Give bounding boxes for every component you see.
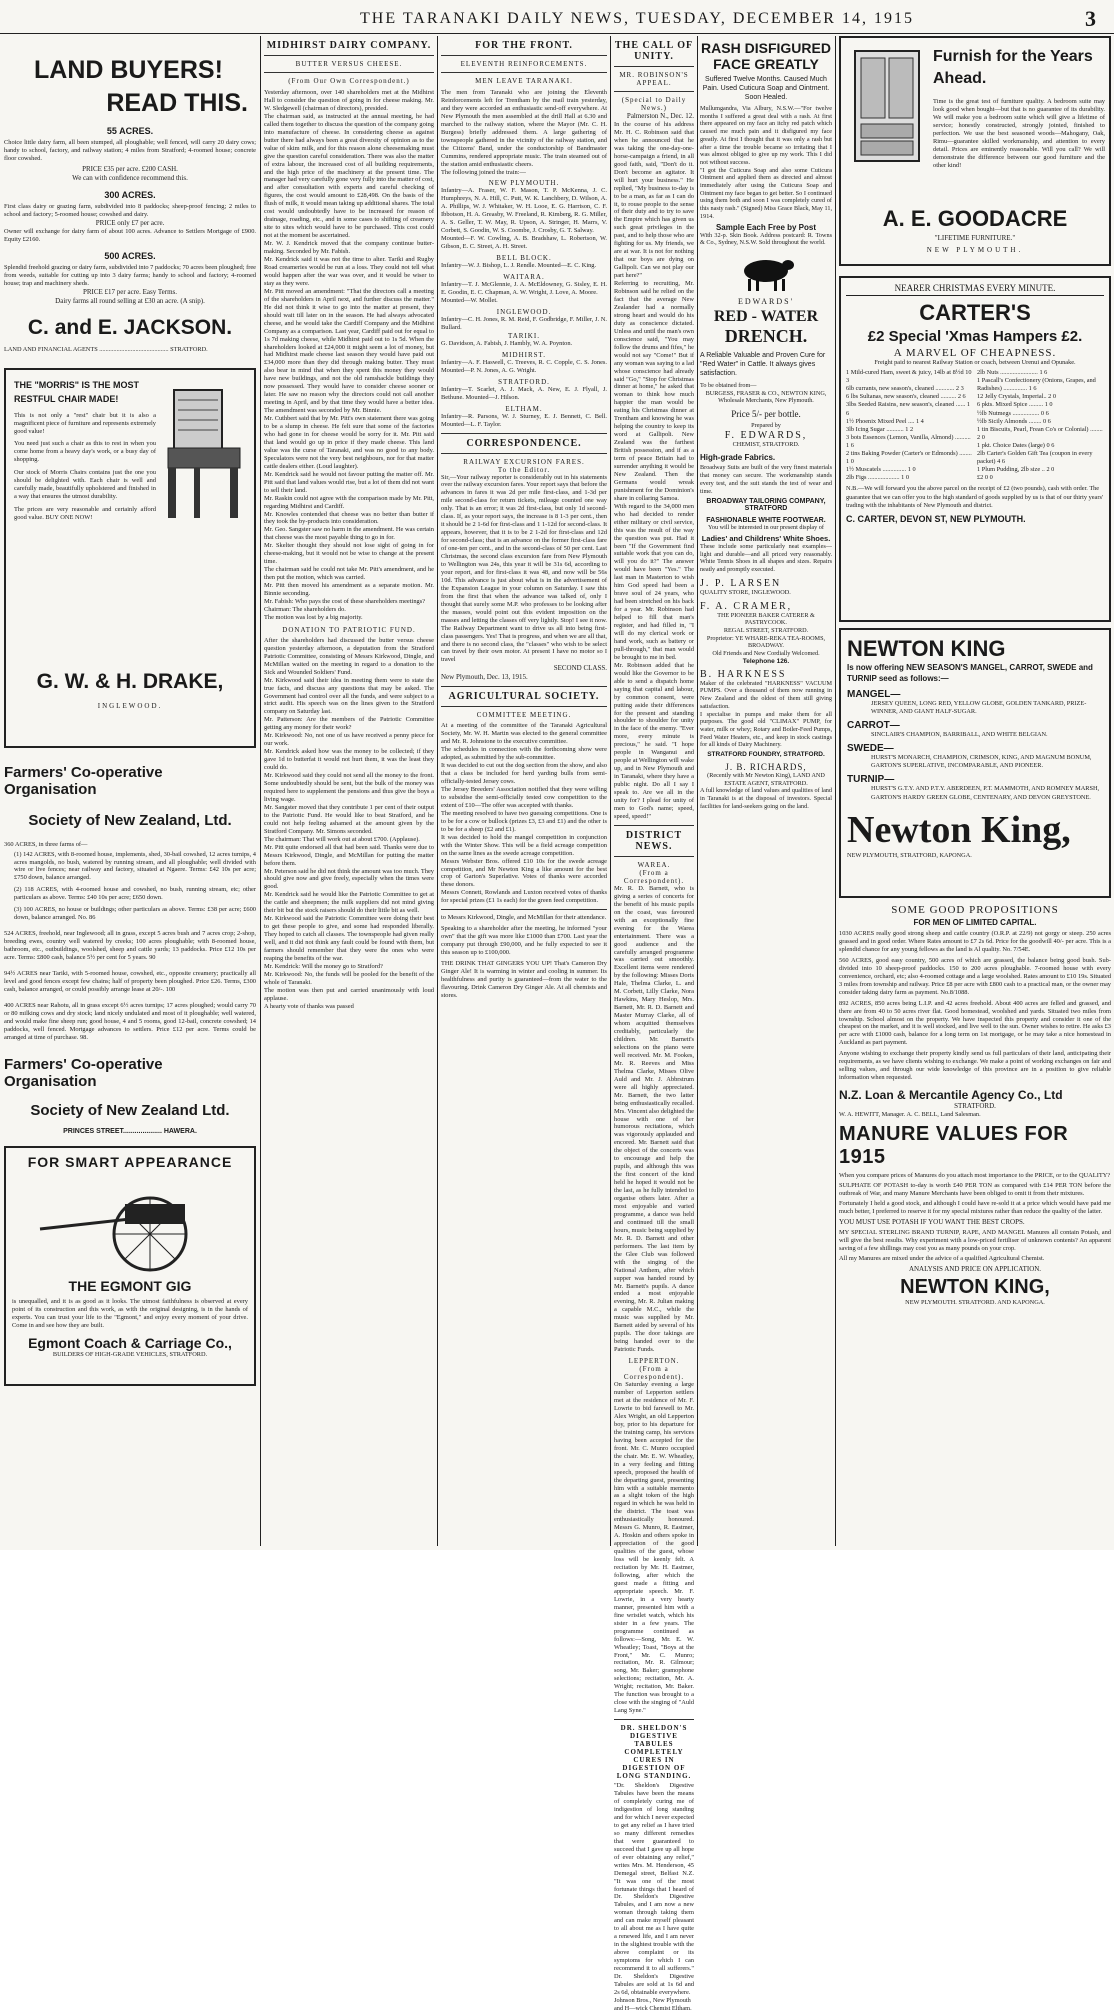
midhirst-p12: The chairman said he could not take Mr. Pitt's amendment, and he then put the motion, which was carried. bbox=[264, 566, 434, 582]
obtained-from: To be obtained from— bbox=[700, 381, 757, 389]
wardrobe-illustration bbox=[847, 46, 927, 166]
unity-p3: With regard to the 34,000 men who had decided to render either military or civil service, this was the result of the way the question was put. Had it been "If the Government find suitable work that you can do, will you do it?" The answer would have been "Yes." The last man in Masterton to wish him God speed had been a brave soul of 24 years, who had been stretched on his back for a year. Mr. Robinson had helped to fill that man's register, and had filled in, "I will do my clerical work or hand work, such as battery or pull-through," that man would be brought to me in bed. bbox=[614, 502, 694, 661]
hamper-total: £2 0 0 bbox=[977, 474, 993, 482]
unity-p2: Referring to recruiting, Mr. Robinson said he relied on the fact that the average New Zealander had a normally strong heart and would do his duty as conscience dictated. Unless and until the man's own conscience said, "You may follow the drums and fifes," he would not say "Come!" But if any woman was saying to a lad whose conscience had already said "Go," "Stop for Christmas dinner at home," he asked that woman to think how much happier the man would be eating his Christmas dinner at Trentham and knowing he was helping the country to keep its word at Gallipoli. New Zealand was the farthest British possession, and if as a term of peace Britain had to surrender anything it would be New Zealand. Then the Germans would wreak punishment for the Dominion's share in collaring Samoa. bbox=[614, 280, 694, 502]
nz-loan-staff: W. A. HEWITT, Manager. A. C. BELL, Land Salesman. bbox=[839, 1111, 981, 1119]
sample-sub: With 32-p. Skin Book. Address postcard: R. Towns & Co., Sydney, N.S.W. Sold throughout the world. bbox=[700, 231, 832, 247]
midhirst-p14: Mr. Fabish: Who pays the cost of these shareholders meetings? bbox=[264, 598, 426, 605]
harkness-name: B. HARKNESS bbox=[700, 668, 787, 680]
unity-heading: THE CALL OF UNITY. bbox=[614, 40, 694, 62]
donation-p19: Mr. Patterson: Are the members of the Patriotic Committee getting any money for their work? bbox=[264, 716, 434, 732]
red-water-heading: RED - WATER bbox=[713, 307, 819, 325]
ladies-shoes: Ladies' and Childrens' White Shoes. bbox=[701, 533, 831, 543]
agricultural-heading: AGRICULTURAL SOCIETY. bbox=[448, 691, 600, 703]
acres-500-run: Dairy farms all round selling at £30 an acre. (A snip). bbox=[55, 296, 205, 305]
drench-sub: A Reliable Valuable and Proven Cure for "Red Water" in Cattle. It always gives satisfaction. bbox=[700, 351, 826, 377]
farm-524: 524 ACRES, freehold, near Inglewood; all in grass, except 5 acres bush and 7 acres crop; 2-shop, breeding ewes, country well watered by creeks; 100 acres ploughable; with 8-roomed house, bathroom, etc., outbuildings, woolshed, sheep and cattle yards; 13 paddocks. Price £12 10s per acre. Terms: £800 cash, balance 5½ per cent for 5 years. 90 bbox=[4, 930, 256, 962]
district-news-heading: DISTRICT NEWS. bbox=[625, 829, 683, 852]
hamper-item: ½lb Nutmegs ................. 0 6 bbox=[977, 409, 1049, 417]
acres-500-heading: 500 ACRES. bbox=[104, 250, 156, 261]
hamper-item: 12 Jelly Crystals, Imperial.. 2 0 bbox=[977, 393, 1057, 401]
np-list: Infantry—A. Fraser, W. F. Mason, T. P. McKenna, J. C. Humphreys, N. A. Hill, C. Putt, W. K. Lanchbery, D. Wilson, A. A. Phillips, W. J. Whitaker, W. H. Looe, E. G. Harrison, C. F. Ibbotson, H. A. Greasby, W. Freeland, R. Kimberg, R. G. Miller, A. S. Geller, T. W. May, R. Upson, A. Stringer, H. Marrs, V. Corbett, S. Goodin, W. S. Coombe, J. Crosby, G. T. Salway. bbox=[441, 187, 607, 235]
masthead bbox=[0, 0, 1114, 34]
nz-loan-town: STRATFORD. bbox=[954, 1102, 996, 1111]
hamper-item: 3lbs Seeded Raisins, new season's, cleaned ...... 1 6 bbox=[846, 401, 971, 417]
midhirst-heading: MIDHIRST DAIRY COMPANY. bbox=[266, 40, 432, 51]
jackson-sub: LAND AND FINANCIAL AGENTS ............................................ STRATFORD. bbox=[4, 345, 208, 353]
hamper-item: 1 Plum Pudding, 2lb size .. 2 0 bbox=[977, 466, 1055, 474]
donation-p20: Mr. Kirkwood: No, not one of us have received a penny piece for our work. bbox=[264, 732, 434, 748]
column-rule bbox=[610, 36, 611, 1546]
chemist-stratford: CHEMIST, STRATFORD. bbox=[732, 440, 800, 448]
front-p1: The men from Taranaki who are joining the Eleventh Reinforcements left for Trentham by the mail train yesterday, and they were accorded an enthusiastic send-off everywhere. At New Plymouth the men assembled at the drill Hall at 6.30 and marched to the railway station, where the Mayor (Mr. C. H. Burgess) briefly addressed them. A large gathering of townspeople gathered in the vicinity of the railway station, and the Citizens' Band, under the conductorship of Bandmaster Cummins, rendered appropriate music. The train steamed out of the station amid enthusiastic cheers. bbox=[441, 89, 607, 168]
midhirst-p10: Mr. Geo. Sangster saw no harm in the amendment. He was certain that cheese was the most payable thing to go in for. bbox=[264, 526, 434, 542]
prop-560: 560 ACRES, good easy country, 500 acres of which are grassed, the balance being good bush. Sub-divided into 10 sheep-proof paddocks. 150 to 200 acres ploughable. 7-roomed house with every convenience, orchard, etc; also 4-roomed cottage and a large woolshed. Rates amount to £10 19s. Situated 3 miles from township and railway. Price £8 per acre with £800 cash to a practical man, or the owner may consider taking dairy farm as payment. No.8/1088. bbox=[839, 956, 1111, 996]
marvel-heading: A MARVEL OF CHEAPNESS. bbox=[893, 347, 1057, 359]
society-heading-1: Society of New Zealand, Ltd. bbox=[28, 811, 232, 829]
midhirst-list-heading: MIDHIRST. bbox=[501, 350, 547, 359]
column-rule bbox=[260, 36, 261, 1546]
mangel-heading: MANGEL— bbox=[847, 689, 901, 700]
drake-name: G. W. & H. DRAKE, bbox=[36, 669, 224, 693]
rash-heading-1: RASH DISFIGURED bbox=[701, 40, 831, 56]
np-heading: NEW PLYMOUTH. bbox=[488, 179, 560, 188]
manure-p5: All my Manures are mixed under the advice of a qualified Agricultural Chemist. bbox=[839, 1254, 1045, 1262]
rash-heading-2: FACE GREATLY bbox=[713, 56, 819, 72]
acres-300-owner: Owner will exchange for dairy farm of about 100 acres. Advance to Settlers Mortgage of £900. Equity £2160. bbox=[4, 227, 256, 243]
morris-title: THE "MORRIS" IS THE MOST RESTFUL CHAIR MADE! bbox=[14, 379, 140, 404]
goodacre-sub: "LIFETIME FURNITURE." bbox=[934, 234, 1016, 242]
egmont-gig-ad bbox=[4, 1146, 256, 1386]
land-buyers-heading: LAND BUYERS! bbox=[34, 56, 223, 84]
column-land-ads bbox=[4, 36, 256, 1546]
newton-king-heading: NEWTON KING bbox=[847, 636, 1006, 661]
ag-p8: Messrs Connett, Rowlands and Luxton received votes of thanks for special prizes (£1 1s each) for the green feed competition. bbox=[441, 889, 607, 905]
farm-400: 400 ACRES near Rahotu, all in grass except 6½ acres turnips; 17 acres ploughed; would carry 70 or 80 milking cows and dry stock; land nicely undulated and most of it ploughable; well watered, and would make fine sheep run; good house, 4 and 5 rooms, good 12-bail, concrete cowshed; 14 paddocks, well fenced. Mortgage advances to settlers. Price £12 per acre. Terms could be arranged at time of purchase. 98. bbox=[4, 1001, 256, 1041]
newton-king-offer: Is now offering NEW SEASON'S MANGEL, CARROT, SWEDE and TURNIP seed as follows:— bbox=[847, 663, 1093, 683]
ginger-ad: THE DRINK THAT GINGERS YOU UP! That's Cameron Dry Ginger Ale! It is warming in winter and cooling in summer. Its healthfulness and purity is guaranteed—from the water to the flavouring. Drink Cameron Dry Ginger Ale. At all chemists and stores. bbox=[441, 960, 607, 999]
harkness-text: Maker of the celebrated "HARKNESS" VACUUM PUMPS. Over a thousand of them now running in New Zealand and the oldest of them still giving satisfaction. bbox=[700, 679, 832, 710]
rash-text-2: "I got the Cuticura Soap and also some Cuticura Ointment and applied them as directed and almost immediately after using the Cuticura Soap and Ointment my face began to get better. So I continued using them both and soon I was completely cured of this nasty rash." (Signed) Miss Grace Black, May 11, 1914. bbox=[700, 166, 832, 220]
ag-p7: Messrs Webster Bros. offered £10 10s for the swede acreage competition, and Mr Newton King a like amount for the best crop of Garton's Superlative. Votes of thanks were accorded these donors. bbox=[441, 857, 607, 889]
acres-55-price: PRICE £35 per acre. £200 CASH. bbox=[82, 164, 178, 173]
cramer-name: F. A. CRAMER, bbox=[700, 600, 793, 612]
hamper-item: 2 tins Baking Powder (Carter's or Edmonds) ........ 1 0 bbox=[846, 450, 972, 466]
telephone: Telephone 126. bbox=[742, 657, 790, 665]
hamper-item: 1 tin Biscuits, Pearl, Frean Co's or Colonial) ........ 2 0 bbox=[977, 425, 1103, 441]
midhirst-p1: Yesterday afternoon, over 140 shareholders met at the Midhirst Hall to consider the question of going in for cheese making. Mr. W. Sledgewell (chairman of directors), presided. bbox=[264, 89, 434, 112]
hamper-item: 3 bots Essences (Lemon, Vanilla, Almond) .......... 1 6 bbox=[846, 433, 971, 449]
column-midhirst bbox=[264, 36, 434, 1546]
midhirst-correspondent: (From Our Own Correspondent.) bbox=[288, 77, 410, 85]
column-for-the-front bbox=[441, 36, 607, 1546]
princes-street: PRINCES STREET.................... HAWERA. bbox=[63, 1127, 197, 1135]
donation-p32: A hearty vote of thanks was passed bbox=[264, 1002, 354, 1010]
carrot-heading: CARROT— bbox=[847, 720, 900, 732]
letter-signature: SECOND CLASS. bbox=[553, 664, 607, 673]
unity-p4: Mr. Robinson added that he would like the Governor to be able to send a dispatch home saying that capital and labour, by common consent, were putting aside their differences for the present and standing shoulder to shoulder for unity in the face of the enemy. "Ever more, every minute is precious," he said. "I hope people in Wanganui and people at Wellington will wake up, and in New Plymouth and in Taranaki, where they have a public night. Do all I say I speak to. Are we all in the unity for? I plead for unity of men to God's name; speed, speed, speed!" bbox=[614, 661, 694, 820]
harkness-text-2: I specialise in pumps and make them for all purposes. The good old "CLIMAX" PUMP, for water, milk or whey; Rotary and Boiler-Feed Pumps, Feed Water Heaters, etc., and keep in stock castings for all kinds of Dairy Machinery. bbox=[700, 710, 832, 749]
hamper-item: 1½ Phoenix Mixed Peel .... 1 4 bbox=[846, 417, 924, 425]
propositions-sub: FOR MEN OF LIMITED CAPITAL. bbox=[913, 918, 1037, 927]
goodacre-name: A. E. GOODACRE bbox=[882, 206, 1068, 231]
ag-p3: It was decided to cut out the dog section from the show, and also that a class be included for herd yarding bulls from semi-officially-tested Jersey cows. bbox=[441, 762, 607, 786]
drake-town: INGLEWOOD. bbox=[97, 701, 163, 710]
railway-heading: RAILWAY EXCURSION FARES. bbox=[463, 457, 585, 466]
acres-55-text: Choice little dairy farm, all been stumped, all ploughable; well fenced, will carry 20 dairy cows; handy to school, factory, and railway station; 4 miles from Stratford; 4-roomed house; concrete floor cowshed. bbox=[4, 139, 256, 162]
midhirst-subheading: BUTTER VERSUS CHEESE. bbox=[295, 60, 403, 68]
f-edwards-name: F. EDWARDS, bbox=[724, 429, 808, 441]
goodacre-ad bbox=[839, 36, 1111, 266]
broadway-tailoring: BROADWAY TAILORING COMPANY, STRATFORD bbox=[706, 498, 826, 513]
hamper-item: 3lb Icing Sugar ........... 1 2 bbox=[846, 425, 914, 433]
eleventh-heading: ELEVENTH REINFORCEMENTS. bbox=[460, 60, 588, 68]
acres-300-heading: 300 ACRES. bbox=[104, 189, 156, 200]
donation-p31: The motion was then put and carried unanimously with loud applause. bbox=[264, 986, 434, 1002]
midhirst-p6: Mr. Cuthbert said that by Mr. Pitt's own statement there was going to be a slump in cheese. He felt sure that some of the factories who had gone in for cheese would be sorry for it. Mr. Pitt said that land would go up in price if they made cheese. This land value was the curse of Taranaki, and was no good to any body. Speculators were not the very best neighbours, nor for that matter cattle dealers either. (Loud laughter). bbox=[264, 415, 434, 470]
furnish-text: Time is the great test of furniture quality. A bedroom suite may look good when bought—but that is no guarantee of its durability. We will make you a bedroom suite which will give a lifetime of service; honestly constructed, strongly jointed, finished to perfection. We use the best seasoned woods—Mahogany, Oak, Rimu—guarantee skilled workmanship, and attention to every detail. Prices are eminently reasonable. Will you call? We will demonstrate the difference between our good furniture and the other kind! bbox=[933, 98, 1105, 169]
prop-1030: 1030 ACRES really good strong sheep and cattle country (O.R.P. at 22/9) not gorgy or steep. 250 acres grassed and in good order. Where Rates amount to £7 2s 6d. Price for the goodwill 40/- per acre. This is a splendid chance for any young fellows as the land is Al quality. No. 7/54E. bbox=[839, 930, 1111, 953]
hamper-item: 6lb currants, new season's, cleaned ............ 2 3 bbox=[846, 385, 964, 393]
gig-illustration bbox=[30, 1174, 230, 1274]
stratford-list: Infantry—T. Scarlet, A. J. Mack, A. New, E. J. Flyall, J. Bethune. Mounted—J. Hilson. bbox=[441, 385, 607, 401]
manure-p1: When you compare prices of Manures do you attach most importance to the PRICE, or to the QUALITY? bbox=[839, 1172, 1111, 1180]
goodacre-town: NEW PLYMOUTH. bbox=[926, 246, 1024, 254]
larsen-sub: QUALITY STORE, INGLEWOOD. bbox=[700, 588, 791, 596]
society-heading-2: Society of New Zealand Ltd. bbox=[30, 1101, 230, 1119]
robinson-heading: MR. ROBINSON'S APPEAL. bbox=[619, 71, 689, 87]
johnson-bros: Johnson Bros., New Plymouth and H—wick Chemist Eltham. bbox=[614, 1996, 692, 2012]
letter-date: New Plymouth, Dec. 13, 1915. bbox=[441, 673, 528, 682]
egmont-gig-text: is unequalled, and it is as good as it looks. The utmost faithfulness is observed at every point of its construction and this work, as with the original designing, is in the hands of experts. You can trust your life to the "Egmont," and enjoy every moment of your drive. Come in and see how they are built. bbox=[12, 1297, 248, 1329]
midhirst-p3: Mr. W. J. Kendrick moved that the company continue butter-making. Seconded by Mr. Fabish. bbox=[264, 240, 434, 256]
farmers-coop-heading-2: Farmers' Co-operative Organisation bbox=[4, 1055, 163, 1090]
carters-heading: CARTER'S bbox=[919, 300, 1031, 325]
richards-name: J. B. RICHARDS, bbox=[725, 762, 807, 773]
smart-appearance-heading: FOR SMART APPEARANCE bbox=[27, 1153, 233, 1170]
turnip-heading: TURNIP— bbox=[847, 774, 895, 786]
mangel-list: JERSEY QUEEN, LONG RED, YELLOW GLOBE, GOLDEN TANKARD, PRIZE-WINNER, AND GIANT HALF-SUGAR. bbox=[871, 700, 1087, 716]
column-right-ads bbox=[839, 36, 1111, 1546]
ag-p1: At a meeting of the committee of the Taranaki Agricultural Society, Mr. W. H. Martin was elected to the general committee and Mr. R. Johnstone to the executive committee. bbox=[441, 722, 607, 746]
hamper-item: 2lb Nuts ........................ 1 6 bbox=[977, 369, 1048, 377]
inglewood-list: Infantry—C. H. Jones, R. M. Reid, F. Godbridge, F. Miller, J. N. Bullard. bbox=[441, 315, 607, 331]
hamper-item: 1 pkt. Choice Dates (large) 0 6 bbox=[977, 441, 1055, 449]
donation-p26: Mr. Peterson said he did not think the amount was too much. They should give now and give freely, especially when the times were good. bbox=[264, 867, 434, 891]
hamper-list-right bbox=[977, 369, 1104, 482]
ag-p6: It was decided to hold the mangel competition in conjunction with the Winter Show. This will be a field acreage competition on the same lines as the swede acreage competition. bbox=[441, 833, 607, 857]
warea-corr: (From a Correspondent). bbox=[623, 868, 685, 885]
donation-p17: After the shareholders had discussed the butter versus cheese question yesterday afternoon, a deputation from the Stratford Patriotic Committee, consisting of Messrs Kirkwood, Dingle, and McMillan waited on the meeting in regard to a donation to the Sick and Wounded Soldiers' Fund. bbox=[264, 636, 434, 676]
lepperton-corr: (From a Correspondent). bbox=[623, 1365, 685, 1382]
egmont-gig-heading: THE EGMONT GIG bbox=[68, 1277, 192, 1294]
warea-text: Mr. R. D. Barnett, who is giving a series of concerts for the benefit of his music pupils on the coast, was favoured with an exceptionally fine evening for the Warea entertainment. There was a good audience and the carefully arranged programme was carried out smoothly. Excellent items were rendered by the following: Misses Doris Hale, Thelma Clarke, L. and M. Corbett, Lilly Clarke, Nora Hawkins, Mary Heslop, Mrs. Barnett, Mr. R. D. Barnett and Master Murray Clarke, all of whom acquitted themselves creditably, particularly the children. Mr. Barnett's selections on the piano were well received. Mr. M. Fookes, Mr. R. Reeves and Miss Thelma Clarke, Misses Olive Auld and Mr. J. Abbrstrum were all highly appreciated. Mr. Barnett, the two latter being enthusiastically recalled. Mrs. Vincent also delighted the house with one of her humorous recitations, which was vigorously applauded and encored. Mr. Barnett said that the object of the concerts was to encourage and help the pupils, and although this was the first concert of the kind held he hoped it would not be the last, as he fully intended to organise others later. After a most enjoyable and varied programme, a dance was held and continued till the small hours, music being supplied by Mr. R. D. Barnett and other performers. The last item by the Glee Club was followed with the singing of the National Anthem, after which supper was handed round by Mr. Barnett's pupils. A dance ended a most enjoyable evening, Mr. R. Julian making a capable M.C., while the music was supplied by Mr. Barnett aided by several of his pupils. The door takings are being handed over to the Patriotic Funds. bbox=[614, 884, 694, 1354]
old-friends: Old Friends and New Cordially Welcomed. bbox=[712, 650, 820, 658]
farm-360-2: (2) 118 ACRES, with 4-roomed house and cowshed, no bush, running stream, etc; other particulars as above. Terms: £40 10s per acre; £650 down. bbox=[14, 886, 256, 902]
midhirst-p7: Mr. Kendrick said he would not favour putting the matter off. Mr. Pitt said that land values would rise, but a lot of them did not want to sell their land. bbox=[264, 470, 434, 494]
waitara-mounted: Mounted—W. Mollet. bbox=[441, 296, 498, 304]
warea-heading: WAREA. bbox=[637, 860, 671, 869]
hamper-item: 2lb Carter's Golden Gift Tea (coupon in every packet) 4 6 bbox=[977, 450, 1093, 466]
manure-p2: SULPHATE OF POTASH to-day is worth £40 PER TON as compared with £14 PER TON before the outbreak of War, and many Manure Merchants have been obliged to omit it from their mixtures. bbox=[839, 1182, 1111, 1198]
farm-360-1: (1) 142 ACRES, with 8-roomed house, implements, shed, 30-bail cowshed, 12 acres turnips, 4 acres mangolds, no bush, watered by running stream, and all ploughable; well divided with wire or live fences; near railway and factory, situated at Ngaere. Terms: £42 10s per acre; £750 down, balance arranged. bbox=[14, 850, 256, 882]
manure-p3: Fortunately I held a good stock, and although I could have re-sold it at a price which would have paid me much better, I preferred to reserve it for my special mixtures rather than reduce the quality of the latter. bbox=[839, 1200, 1111, 1216]
men-leave-heading: MEN LEAVE TARANAKI. bbox=[475, 77, 573, 85]
column-narrow bbox=[700, 36, 832, 1546]
donation-p25: Mr. Pitt quite endorsed all that had been said. Thanks were due to Messrs Kirkwood, Dingle, and McMillan for putting the matter before them. bbox=[264, 843, 434, 867]
read-this-heading: READ THIS. bbox=[106, 89, 248, 117]
hamper-item: 1½ Muscatels ............... 1 0 bbox=[846, 466, 916, 474]
farm-94: 94½ ACRES near Tariki, with 5-roomed house, cowshed, etc., opposite creamery; practically all level and good fences except few chains; half of property been ploughed. Price £26. Terms, £300 cash, balance arranged, or could possibly arrange lease at 20/-. 100 bbox=[4, 970, 256, 993]
acres-300-text: First class dairy or grazing farm, subdivided into 8 paddocks; sheep-proof fencing; 2 miles to school and factory; 5-roomed house; cowshed and dairy. bbox=[4, 202, 256, 218]
hamper-item: 2lb Figs .................... 1 0 bbox=[846, 474, 909, 482]
column-call-of-unity bbox=[614, 36, 694, 2012]
newton-king-big: Newton King, bbox=[847, 808, 1071, 851]
richards-sub: (Recently with Mr Newton King), LAND AND ESTATE AGENT, STRATFORD. bbox=[707, 772, 825, 787]
swede-heading: SWEDE— bbox=[847, 743, 894, 755]
edwards-brand: EDWARDS' bbox=[737, 296, 795, 306]
morris-p4: The prices are very reasonable and certainly afford good value. BUY ONE NOW! bbox=[14, 506, 156, 522]
hamper-list bbox=[846, 369, 1104, 482]
nearer-christmas: NEARER CHRISTMAS EVERY MINUTE. bbox=[846, 283, 1104, 296]
prop-892: 892 ACRES, 850 acres being L.I.P. and 42 acres freehold. About 400 acres are felled and grassed, and there are from 40 to 50 acres river flat. Good homestead, woolshed and yards. Situated two miles from township. School almost on the property. We have inspected this property and consider it one of the cheapest on the market, and it is well stocked, and live well to the sun. Owner wishes to retire. He asks £3 per acre with £1000 cash, balance for a long term on 1st mortgage, or he may take a nice homestead in Auckland as part payment. bbox=[839, 999, 1111, 1047]
np-mounted: Mounted—F. W. Cowling, A. B. Bradshaw, L. Robertson, W. Gibson, E. C. Street, A. H. Street. bbox=[441, 235, 607, 251]
fashion-heading: FASHIONABLE WHITE FOOTWEAR. bbox=[706, 517, 826, 525]
midhirst-p5: Mr. Pitt moved an amendment: "That the directors call a meeting of the shareholders in April next, and further discuss the matter." He did not think it wise to go into the matter at present, they should wait till later on in the season. He had always advocated cheese, and he would take the Cardiff Company and the Midhirst Company as a comparison. Last year, Cardiff paid out for equal to 1s 7d making cheese, while Midhirst paid out to 1s 5d. When the shareholders looked at £24,000 it might seem a lot of money, but had Midhirst made cheese last season they would have paid out £34,000 more than they did through making butter. They must also bear in mind that when they spent this money they would have new buildings, and not the old ramshackle buildings they now possessed. They would have to consider cheese sooner or later. He saw no reason why the directors could not call another meeting in April, and by that time they would have a better idea. The amendment was seconded by Mr. Binnie. bbox=[264, 287, 434, 415]
propositions-heading: SOME GOOD PROPOSITIONS bbox=[891, 904, 1059, 916]
donation-heading: DONATION TO PATRIOTIC FUND. bbox=[282, 625, 416, 634]
hamper-item: 1 Mild-cured Ham, sweet & juicy, 14lb at 8½d 10 3 bbox=[846, 369, 972, 385]
proprietor: Proprietor: YE WHARE-REKA TEA-ROOMS, BROADWAY. bbox=[706, 634, 826, 650]
manure-heading: MANURE VALUES FOR 1915 bbox=[839, 1123, 1069, 1169]
donation-p21: Mr. Kendrick asked how was the money to be collected; if they gave 1d to butterfat it would not hurt them, it was the least they could do. bbox=[264, 748, 434, 772]
dateline: Palmerston N., Dec. 12. bbox=[626, 112, 694, 120]
column-rule bbox=[437, 36, 438, 1546]
rash-subheading: Suffered Twelve Months. Caused Much Pain. Used Cuticura Soap and Ointment. Soon Healed. bbox=[702, 76, 830, 101]
column-rule bbox=[697, 36, 698, 1546]
acres-55-recommend: We can with confidence recommend this. bbox=[72, 173, 188, 182]
analysis-note: ANALYSIS AND PRICE ON APPLICATION. bbox=[908, 1264, 1042, 1273]
regal-street: REGAL STREET, STRATFORD. bbox=[723, 626, 809, 634]
carrot-list: SINCLAIR'S CHAMPION, BARRIBALL, AND WHITE BELGIAN. bbox=[871, 731, 1048, 739]
acres-500-price: PRICE £17 per acre. Easy Terms. bbox=[82, 287, 178, 296]
furnish-heading: Furnish for the Years Ahead. bbox=[933, 48, 1093, 87]
donation-p28: Mr. Kirkwood said the Patriotic Committee were doing their best to get these people to give, and some had responded liberally. They hoped to catch all classes. The townspeople had given really well, and it did not think any fault could be found with them, but farmers should remember that they were the ones who were reaping the benefits of the war. bbox=[264, 915, 434, 962]
farm-360: 360 ACRES, in three farms of— bbox=[4, 840, 88, 848]
inglewood-heading: INGLEWOOD. bbox=[496, 307, 552, 316]
sheldon-heading: DR. SHELDON'S DIGESTIVE TABULES COMPLETELY CURES IN DIGESTION OF LONG STANDING. bbox=[616, 1724, 692, 1781]
farmers-coop-heading-1: Farmers' Co-operative Organisation bbox=[4, 763, 163, 798]
sample-heading: Sample Each Free by Post bbox=[715, 222, 817, 232]
burgess-fraser: BURGESS, FRASER & CO., NEWTON KING, Wholesale Merchants, New Plymouth. bbox=[705, 389, 827, 405]
midhirst-p13: Mr. Pitt then moved his amendment as a separate motion. Mr. Binnie seconding. bbox=[264, 582, 434, 598]
donation-p23: Mr. Sangster moved that they contribute 1 per cent of their output to the Patriotic Fund. He would like to beat Stratford, and he could not help feeling ashamed at the amount given by the Stratford Company. Mr. Simons seconded. bbox=[264, 803, 434, 835]
donation-p29: Mr. Kendrick: Will the money go to Stratford? bbox=[264, 962, 383, 970]
midhirst-p8: Mr. Raskin could not agree with the comparison made by Mr. Pitt, regarding Midhirst and Cardiff. bbox=[264, 494, 434, 510]
ag-p2: The schedules in connection with the forthcoming show were adopted, as submitted by the sub-committee. bbox=[441, 746, 607, 762]
drench-heading: DRENCH. bbox=[724, 325, 808, 346]
masthead-rule bbox=[0, 33, 1114, 34]
midhirst-p15: Chairman: The shareholders do. bbox=[264, 605, 346, 613]
bell-heading: BELL BLOCK. bbox=[496, 254, 552, 263]
railway-letter: Sir,—Your railway reporter is considerably out in his statements over the railway excursion fares. Your report says that before the advances in fares it was 2d per mile first-class, and 1-3d per mile second-class for return tickets, mileage counted one way only. That is an error; it was 2d first-class, but only 1d second-class. If, as your report says, the increase is 8 1-3 per cent., then it should be 2 1-6d for first-class and 1 1-12d for second-class. It appears, however, that it is to be 2 1-2d for first-class and 12d for second-class; that is an advance on the former first-class fare of one-ten per cent., and in the second-class of 50 per cent. Last Christmas, the second class excursion fare from New Plymouth to Wellington was 24s, this year it will be 31s 6d, according to your report, and for first-class it was 48, and now will be 56s 10d. This advance is just about what is in the advertisement of the Expansion League in your column on Saturday. I saw this from the first that when the advance was talked of, only I thought that surely some M.P. who professes to be looking after the masses, would point out this evident imposition on the masses and letting the classes off very lightly. Stop! I see it now. The Railway Department want to drive us all into being first-class passengers. Yes! That is progress, and when we are all that, and there is no second class, the "classes" who wish to be select can travel by their own motor. At present I have no motor so I travel bbox=[441, 473, 607, 664]
ladies-text: These include some particularly neat examples—light and durable—and all priced very reasonably. White Tennis Shoes in all shapes and sizes. Repairs neatly and promptly executed. bbox=[700, 542, 832, 574]
front-heading: FOR THE FRONT. bbox=[475, 40, 573, 51]
freight-note: Freight paid to nearest Railway Station or coach, between Urenui and Opunake. bbox=[874, 359, 1076, 366]
lepperton-text: On Saturday evening a large number of Lepperton settlers met at the residence of Mr. F. Lowrie to bid farewell to Mr. Alex Wright, an old Lepperton boy, prior to his departure for the training camp, his services having been accepted for the front. Mr. C. Munro occupied the chair. Mr. E. W. Wheatley, in a very feeling and fitting speech, proposed the health of the departing guest, presenting him with a suitable memento as a slight token of the high regard in which he was held in the district. The toast was enthusiastically honoured. Messrs G. Munro, R. Eastmer, A. Hoskin and others spoke in appreciation of the good qualities of the guest, whose loss will be keenly felt. A recitation by Mr. H. Eastmer, following, after which the guest made a fitting and appropriate speech. Mr. F. Lowrie, in a very hearty manner, presented him with a fine wristlet watch, which his sister in a few years. The programme continued as follows:—Song, Mr. E. W. Wheatley; Toast, "Boys at the Front," Mr. C. Munro; recitation, Mr. R. Gilmour; song, Mr. Baker; gramophone selections; recitation, Mr. A. Wright; recitation, Mr. Baker. The function was brought to a close with the singing of "Auld Lang Syne." bbox=[614, 1381, 694, 1715]
cow-illustration bbox=[736, 253, 796, 293]
cramer-sub: THE PIONEER BAKER CATERER & PASTRYCOOK. bbox=[717, 611, 815, 627]
correspondence-heading: CORRESPONDENCE. bbox=[466, 437, 582, 449]
morris-p3: Our stock of Morris Chairs contains just the one you should be delighted with. Each chair is well and carefully made, beautifully upholstered and finished in a way that ensures the utmost durability. bbox=[14, 469, 156, 501]
waitara-heading: WAITARA. bbox=[503, 273, 545, 282]
fabrics-text: Broadway Suits are built of the very finest materials that money can secure. The workmanship stands every test, and the suit stands the test of wear and time. bbox=[700, 464, 832, 495]
page-number: 3 bbox=[1085, 6, 1096, 31]
coach-company-name: Egmont Coach & Carriage Co., bbox=[28, 1335, 232, 1352]
hamper-item: 1 Pascall's Confectionery (Onions, Grapes, and Radishes) ............... 1 6 bbox=[977, 377, 1096, 393]
newton-king-final-towns: NEW PLYMOUTH. STRATFORD. AND KAPONGA. bbox=[905, 1298, 1045, 1306]
front-p2: The following joined the train:— bbox=[441, 168, 526, 176]
coach-company-sub: BUILDERS OF HIGH-GRADE VEHICLES, STRATFORD. bbox=[52, 1351, 208, 1359]
special-note: (Special to Daily News.) bbox=[621, 96, 687, 112]
must-use-potash: YOU MUST USE POTASH IF YOU WANT THE BEST CROPS. bbox=[839, 1218, 1025, 1227]
shareholder-p: Speaking to a shareholder after the meeting, he informed "your own" that the gift was more like £1000 than £700. Last year the company put through £90,000, and he fully expected to see it this season up to £100,000. bbox=[441, 925, 607, 957]
midhirst-list: Infantry—A. F. Haswell, C. Treeves, R. C. Copple, C. S. Jones. Mounted—P. N. Jones, A. G. Wright. bbox=[441, 358, 607, 374]
midhirst-p9: Mr. Knowles contended that cheese was no better than butter if they took the by-products into consideration. bbox=[264, 510, 434, 526]
drench-price: Price 5/- per bottle. bbox=[731, 409, 801, 420]
stratford-foundry: STRATFORD FOUNDRY, STRATFORD. bbox=[707, 751, 825, 759]
rash-text: Mullumgandra, Via Albury, N.S.W.—"For twelve months I suffered a great deal with a rash. At first there appeared on my face an itchy red patch which caused me much pain and it disfigured my face greatly. At first I thought that it was only a rash but after a time the trouble became so irritating that I was almost obliged to give up my work. This I did not without success. bbox=[700, 105, 832, 166]
newton-king-seed-ad bbox=[839, 628, 1111, 898]
morris-p2: You need just such a chair as this to rest in when you come home from a heavy day's work, or a busy day of shopping. bbox=[14, 440, 156, 464]
column-rule bbox=[835, 36, 836, 1546]
midhirst-p11: Mr. Skelter thought they should not lose sight of going in for cheese-making, but it would not be wise to change at the present time. bbox=[264, 542, 434, 566]
waitara-list: Infantry—T. J. McGlennie, J. A. McEldowney, G. Sisley, E. H. E. Goodin, E. C. Chapman, A. W. Wright, J. Love, A. Moore. bbox=[441, 281, 607, 297]
hamper-item: 6 pkts. Mixed Spice ......... 1 0 bbox=[977, 401, 1053, 409]
hamper-list-left bbox=[846, 369, 973, 482]
hamper-item: 6 lbs Sultanas, new season's, cleaned .......... 2 6 bbox=[846, 393, 966, 401]
midhirst-p2: The chairman said, as instructed at the annual meeting, he had called them together to discuss the question of the company going into manufacture of cheese. In considering cheese as against butter there had always been a great diversity of opinion as to the value of skim milk, and for this reason alone cheesemaking must give the question careful consideration. There was also the matter of extra labour, the increased cost of all building requirements, and the high price of the machinery at the present time. The manager had very carefully gone very fully into the matter of cost, and after consultation with experts and careful checking of figures, the cost would amount to £28,498. On the basis of the flush of milk, it would mean taking up additional shares. The total cost would undoubtedly have to be increased for reason of drainage, roading, etc., and in some cases to shifting of creamery site to sites which would have to be purchased. This cost could not at the moment be ascertained. bbox=[264, 112, 434, 240]
donation-p27: Mr. Kendrick said he would like the Patriotic Committee to get at the cattle and sheepmen; the milk suppliers did not mind giving their bit but the stock raisers should do their little bit as well. bbox=[264, 891, 434, 915]
tariki-heading: TARIKI. bbox=[508, 331, 540, 340]
masthead-title: THE TARANAKI DAILY NEWS, TUESDAY, DECEMBER 14, 1915 bbox=[360, 10, 914, 27]
stratford-heading: STRATFORD. bbox=[498, 377, 550, 386]
swede-list: HURST'S MONARCH, CHAMPION, CRIMSON, KING, AND MAGNUM BONUM, GARTON'S SUPERLATIVE, INCOMPARABLE, AND PIONEER. bbox=[871, 754, 1092, 770]
farm-360-3: (3) 100 ACRES, no house or buildings; other particulars as above. Terms: £38 per acre; £600 down, balance arranged. No. 86 bbox=[14, 906, 256, 922]
tariki-list: G. Davidson, A. Fabish, J. Hambly, W. A. Poynton. bbox=[441, 339, 573, 347]
morris-chair-ad bbox=[4, 368, 256, 748]
hamper-item: ½lb Sicily Almonds ........ 0 6 bbox=[977, 417, 1051, 425]
nz-loan-heading: N.Z. Loan & Mercantile Agency Co., Ltd bbox=[839, 1088, 1063, 1103]
acres-300-price: PRICE only £7 per acre. bbox=[95, 218, 165, 227]
newton-king-towns: NEW PLYMOUTH, STRATFORD, KAPONGA. bbox=[847, 851, 972, 859]
acres-55-heading: 55 ACRES. bbox=[106, 126, 154, 136]
eltham-list: Infantry—R. Parsons, W. J. Sturney, E. J. Bennett, C. Bell. Mounted—L. F. Taylor. bbox=[441, 412, 607, 428]
midhirst-p16: The motion was lost by a big majority. bbox=[264, 613, 363, 621]
carter-signature: C. CARTER, DEVON ST, NEW PLYMOUTH. bbox=[846, 513, 1026, 524]
carter-ad bbox=[839, 276, 1111, 622]
ag-p5: The meeting resolved to have two guessing competitions. One is to be for a cow or bullock (prizes £3, £3 and £1) and the other is to be for a sheep (£2 and £1). bbox=[441, 809, 607, 833]
ag-p4: The Jersey Breeders' Association notified that they were willing to subsidise the semi-officially tested cow competition to the extent of £10—The offer was accepted with thanks. bbox=[441, 786, 607, 809]
committee-heading: COMMITTEE MEETING. bbox=[476, 711, 572, 720]
manure-p4: MY SPECIAL STERLING BRAND TURNIP, RAPE, AND MANGEL Manures all contain Potash, and will give the best results. Why experiment with a low-priced fertiliser of unknown contents? An apparent saving of a few shillings may cost you as many pounds on your crop. bbox=[839, 1229, 1111, 1252]
richards-text: A full knowledge of land values and qualities of land in Taranaki is at the disposal of investors. Special facilities for land-seekers going on the land. bbox=[700, 787, 832, 810]
jackson-name: C. and E. JACKSON. bbox=[27, 315, 233, 339]
prepared-by: Prepared by bbox=[751, 422, 781, 430]
donation-p30: Mr. Kirkwood: No, the funds will be pooled for the benefit of the whole of Taranaki. bbox=[264, 970, 434, 986]
to-editor: To the Editor. bbox=[497, 465, 551, 474]
acres-500-text: Splendid freehold grazing or dairy farm, subdivided into 7 paddocks; 70 acres been ploughed; free from weeds, suitable for cutting up into 3 dairy farms; handy to school and factory; 4-roomed house; trap and machinery sheds. bbox=[4, 263, 256, 287]
donation-p22: Mr. Kirkwood said they could not send all the money to the front. Some undoubtedly should be sent, but the bulk of the money was required here to supplement the pensions and thus give the boys a living wage. bbox=[264, 772, 434, 803]
fabrics-heading: High-grade Fabrics. bbox=[700, 453, 776, 463]
carter-nb: N.B.—We will forward you the above parcel on the receipt of £2 (two pounds), cash with order. The guarantee that we can offer you to the high standard of goods supplied by us is that of our thirty years' trading with the inhabitants of New Plymouth and district. bbox=[846, 485, 1104, 509]
morris-p1: This is not only a "rest" chair but it is also a magnificent piece of furniture and represents extremely good value! bbox=[14, 411, 156, 435]
eltham-heading: ELTHAM. bbox=[505, 404, 543, 413]
donation-p18: Mr. Kirkwood said their idea in meeting them were to state the true facts, and discuss any questions that may be asked. The Government had control over all the funds, and were subject to a strict audit. His speech was on the lines given to the Stratford company on Saturday last. bbox=[264, 676, 434, 716]
morris-chair-illustration bbox=[164, 380, 246, 530]
donation-p24: The chairman: That will work out at about £700. (Applause). bbox=[264, 835, 420, 843]
unity-p1: In the course of his address Mr. H. C. Robinson said that when he announced that he was taking the one-day-one-horse-campaign a friend, in all good faith, said, "Don't do it. Don't become an agitator. It will hurt your business." He replied, "My business to-day is to be a man, as far as I can do it, to rouse people to the sense of their duty and to try to save the Empire which has given us such great privileges in the past, and to help those who are fighting for us. My friends, we are at war. It is not for nothing that our boys are dying on Gallipoli. Can we not play our part here?" bbox=[614, 121, 694, 280]
bell-list: Infantry—W. J. Bishop, L. J. Rendle. Mounted—E. C. King. bbox=[441, 262, 597, 270]
midhirst-p4: Mr. Kendrick said it was not the time to alter. Tariki and Rugby Road creameries would be run at a loss. They could not tell what would happen after the war was over, and it would be wiser to stay as they were. bbox=[264, 256, 434, 287]
larsen-name: J. P. LARSEN bbox=[700, 577, 782, 589]
lepperton-heading: LEPPERTON. bbox=[628, 1357, 680, 1366]
hampers-heading: £2 Special 'Xmas Hampers £2. bbox=[867, 328, 1083, 345]
newton-king-final: NEWTON KING, bbox=[900, 1275, 1050, 1298]
turnip-list: HURST'S G.T.Y. AND P.T.Y. ABERDEEN, P.T. MAMMOTH, AND ROMNEY MARSH, GARTON'S HARDY GREEN GLOBE, CENTENARY, AND DEVON GREYSTONE. bbox=[871, 785, 1100, 801]
exchange-note: Anyone wishing to exchange their property kindly send us full particulars of their land, anticipating their requirements, as we have clients wishing to exchange. We make a point of working exchanges on fair and selling values, and through our wide knowledge of this province are in a position to give reliable information when requested. bbox=[839, 1050, 1111, 1082]
fashion-text: You will be interested in our present display of bbox=[708, 524, 824, 532]
attendance-end: to Messrs Kirkwood, Dingle, and McMillan for their attendance. bbox=[441, 914, 607, 922]
sheldon-text: "Dr. Sheldon's Digestive Tabules have been the means of completely curing me of indigestion of long standing and for which I never expected to get any relief as I have tried so many different remedies that were guaranteed to succeed that I gave up all hope of ever obtaining any relief," writes Mrs. M. Henderson, 45 Demegal street, Belfast N.Z. "It was one of the most fortunate things that I heard of Dr. Sheldon's Digestive Tabules, and I am now a new woman through taking them and can make myself pleasant to all about me as I have quite a renewed life, and I am never in the slightest trouble with the above complaint or its symptoms for which I can recommend it to all sufferers." Dr. Sheldon's Digestive Tabules are sold at 1s 6d and 2s 6d, obtainable everywhere. bbox=[614, 1782, 694, 1996]
